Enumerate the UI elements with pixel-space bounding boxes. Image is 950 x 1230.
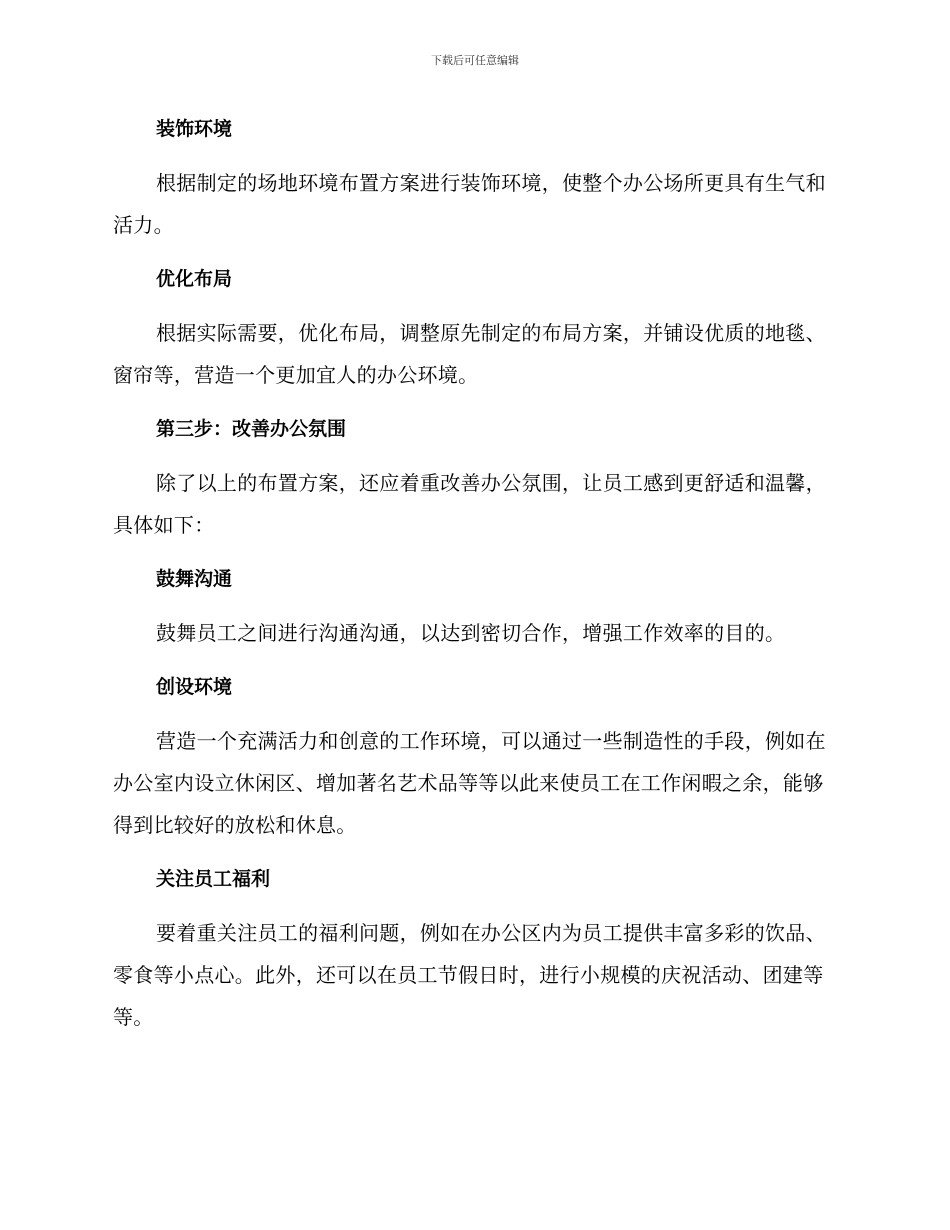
page-header: 下载后可任意编辑 [431, 54, 519, 67]
paragraph-communication: 鼓舞员工之间进行沟通沟通，以达到密切合作，增强工作效率的目的。 [156, 621, 786, 645]
section-heading-environment: 创设环境 [156, 676, 233, 698]
paragraph-layout: 根据实际需要，优化布局，调整原先制定的布局方案，并铺设优质的地毯、窗帘等，营造一个更加宜人的办公环境。 [113, 321, 826, 387]
section-heading-layout: 优化布局 [156, 268, 233, 290]
section-heading-communication: 鼓舞沟通 [156, 568, 233, 590]
document-body [113, 108, 835, 1038]
paragraph-decoration: 根据制定的场地环境布置方案进行装饰环境，使整个办公场所更具有生气和活力。 [113, 171, 826, 237]
section-heading-decoration: 装饰环境 [156, 118, 233, 140]
paragraph-environment: 营造一个充满活力和创意的工作环境，可以通过一些制造性的手段，例如在办公室内设立休闲区、增加著名艺术品等等以此来使员工在工作闲暇之余，能够得到比较好的放松和休息。 [113, 729, 826, 837]
section-heading-step-three: 第三步：改善办公氛围 [156, 418, 347, 440]
paragraph-step-three: 除了以上的布置方案，还应着重改善办公氛围，让员工感到更舒适和温馨，具体如下： [113, 471, 826, 537]
section-heading-welfare: 关注员工福利 [156, 868, 271, 890]
paragraph-welfare: 要着重关注员工的福利问题，例如在办公区内为员工提供丰富多彩的饮品、零食等小点心。此外，还可以在员工节假日时，进行小规模的庆祝活动、团建等等。 [113, 921, 826, 1029]
